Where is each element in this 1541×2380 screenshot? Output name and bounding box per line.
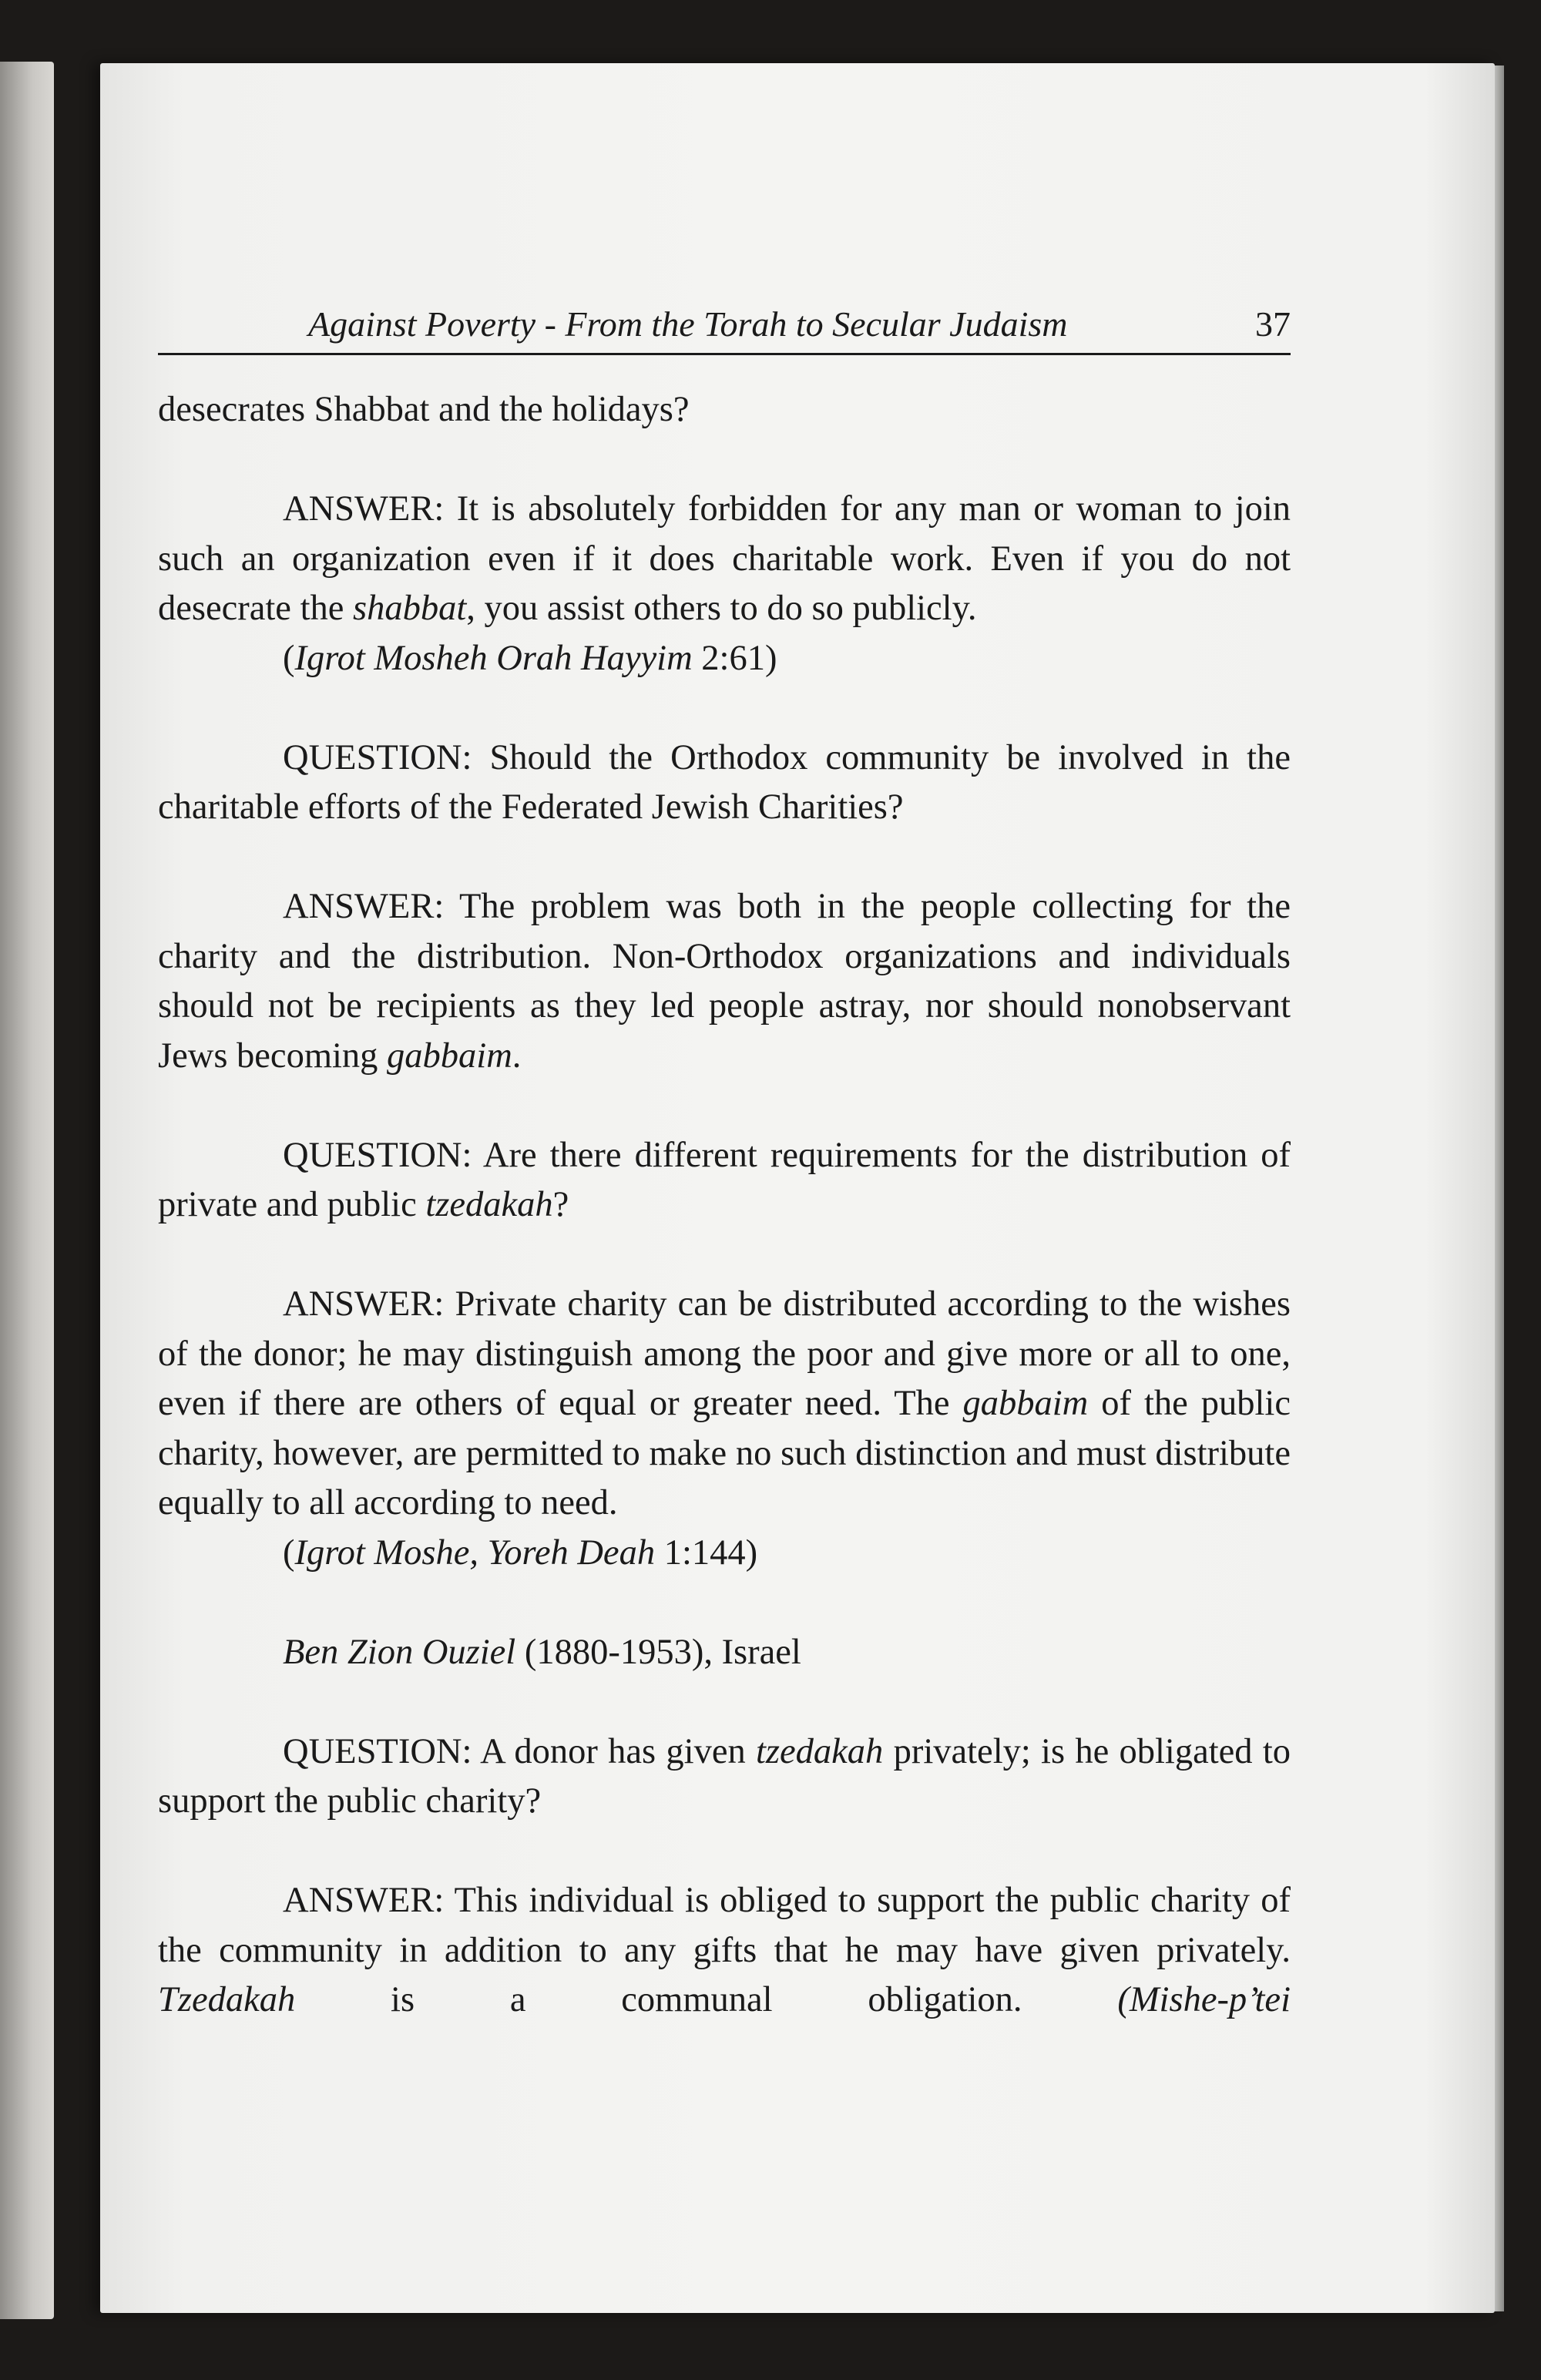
paragraph-answer: ANSWER: It is absolutely forbidden for any man or woman to join such an organization even if it does charitable work. Even if you do not desecrate the shabbat, you assist others to do so publicly.	[158, 489, 1291, 628]
paragraph-question: QUESTION: Should the Orthodox community be involved in the charitable efforts of the Federated Jewish Charities?	[158, 737, 1291, 827]
paragraph-question: QUESTION: Are there different requirements for the distribution of private and public tzedakah?	[158, 1135, 1291, 1224]
page-number: 37	[1255, 304, 1291, 344]
paragraph-answer: ANSWER: Private charity can be distributed according to the wishes of the donor; he may distinguish among the poor and give more or all to one, even if there are others of equal or greater need. The gabbaim of the public charity, however, are permitted to make no such distinction and must distribute equally to all according to need.	[158, 1284, 1291, 1522]
page-stack-edge	[1495, 65, 1504, 2311]
citation: (Igrot Mosheh Orah Hayyim 2:61)	[283, 638, 777, 678]
paragraph-continuation: desecrates Shabbat and the holidays?	[158, 390, 690, 429]
facing-page-edge	[0, 62, 54, 2319]
section-heading: Ben Zion Ouziel (1880-1953), Israel	[283, 1632, 801, 1672]
paragraph-question: QUESTION: A donor has given tzedakah privately; is he obligated to support the public charity?	[158, 1731, 1291, 1821]
paragraph-answer: ANSWER: This individual is obliged to support the public charity of the community in addition to any gifts that he may have given privately. Tzedakah is a communal obligation. (Mishe-p’tei	[158, 1881, 1291, 2019]
body-text	[158, 385, 1291, 2026]
running-header	[158, 300, 1291, 355]
paragraph-answer: ANSWER: The problem was both in the people collecting for the charity and the distribution. Non-Orthodox organizations and individuals should not be recipients as they led people astray, nor should nonobservant Jews becoming gabbaim.	[158, 887, 1291, 1076]
running-title: Against Poverty - From the Torah to Secular Judaism	[308, 304, 1068, 344]
citation: (Igrot Moshe, Yoreh Deah 1:144)	[283, 1532, 758, 1573]
